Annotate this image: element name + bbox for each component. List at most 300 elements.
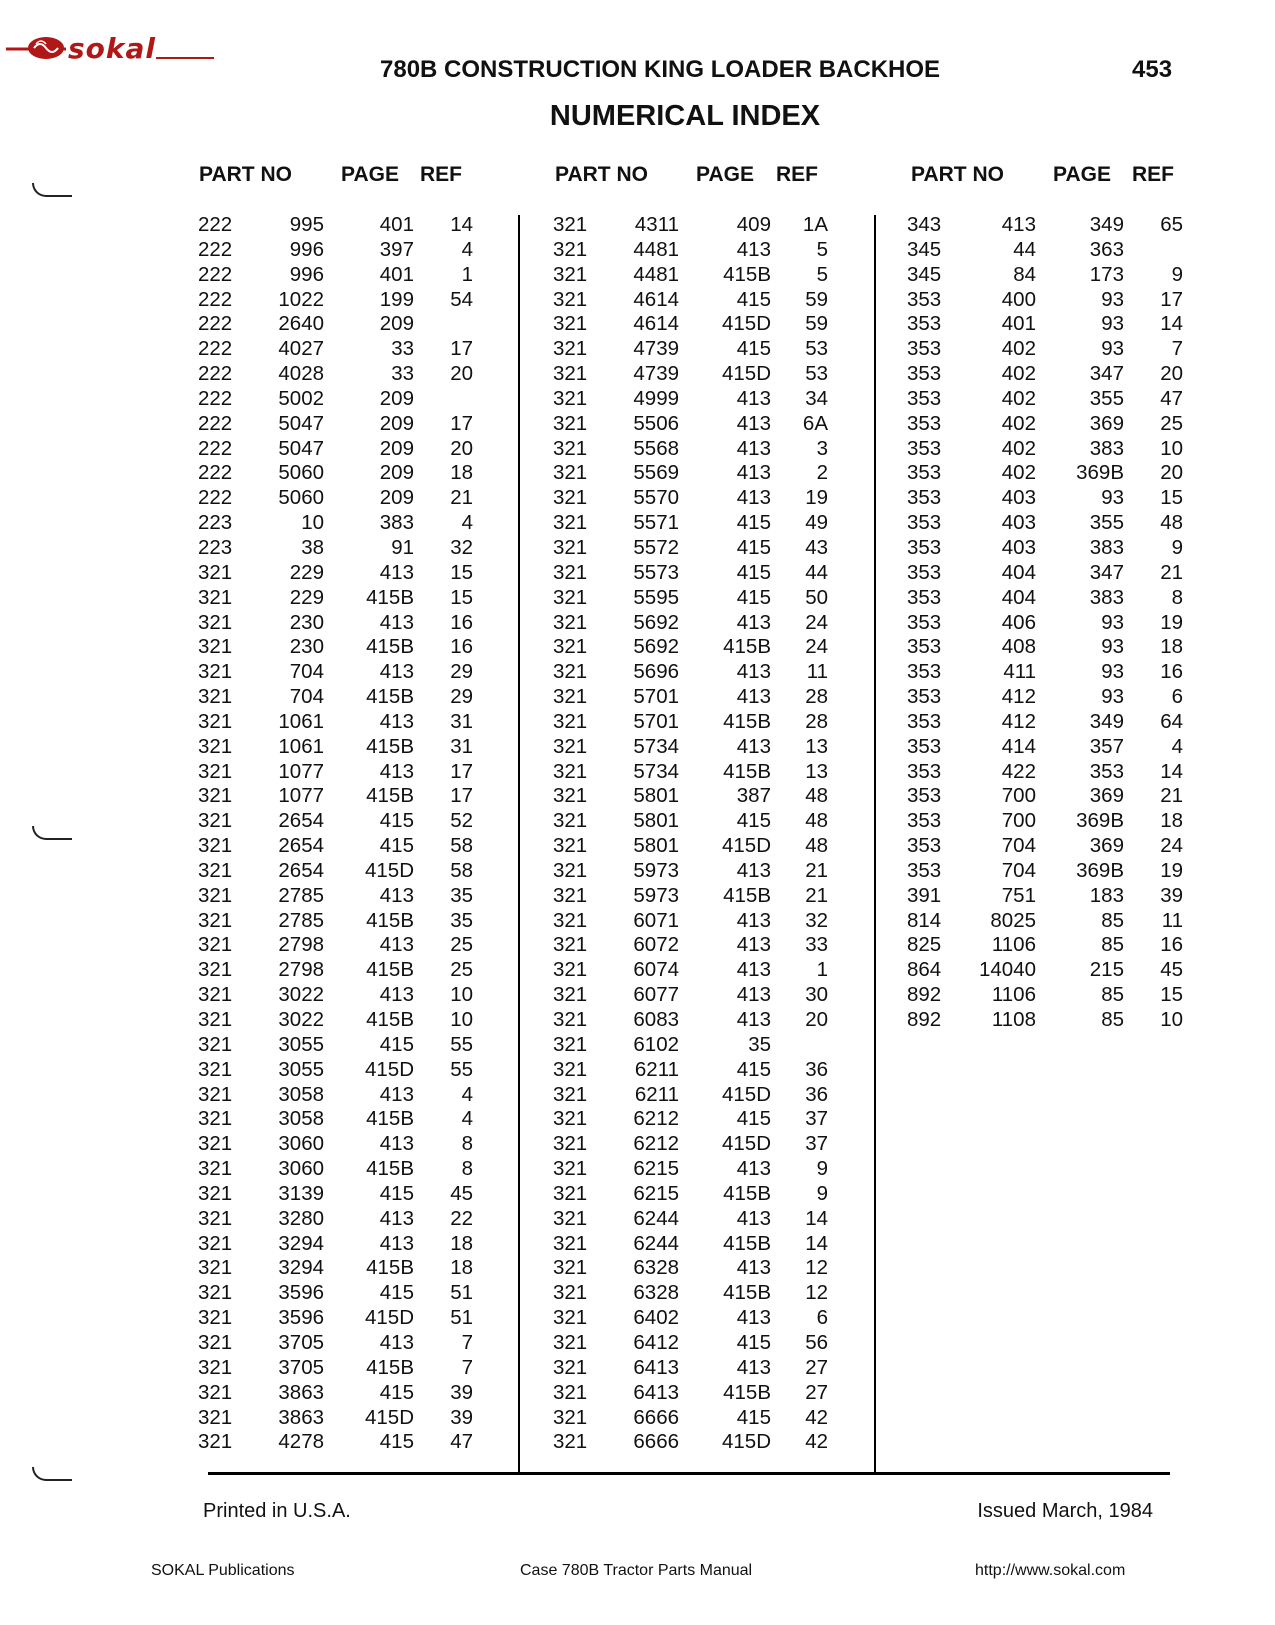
table-row bbox=[0, 1182, 1275, 1207]
index-page-cell: 413 bbox=[736, 858, 771, 882]
index-part-number-cell: 230 bbox=[289, 635, 324, 659]
index-part-number-cell: 5573 bbox=[633, 560, 679, 584]
index-part-number-cell: 411 bbox=[1003, 660, 1036, 684]
index-ref-cell: 39 bbox=[450, 1405, 473, 1429]
index-part-number-cell: 44 bbox=[1013, 237, 1036, 261]
issued-date: Issued March, 1984 bbox=[977, 1500, 1153, 1522]
index-ref-cell: 58 bbox=[450, 858, 473, 882]
table-row bbox=[0, 288, 1275, 313]
index-page-cell: 91 bbox=[391, 535, 414, 559]
index-page-cell: 93 bbox=[1101, 660, 1124, 684]
index-page-cell: 183 bbox=[1089, 883, 1124, 907]
index-page-cell: 209 bbox=[379, 461, 414, 485]
index-ref-cell: 37 bbox=[805, 1132, 828, 1156]
index-part-number-cell: 3022 bbox=[278, 983, 324, 1007]
index-page-cell: 413 bbox=[736, 237, 771, 261]
index-part-number-cell: 6072 bbox=[633, 933, 679, 957]
numerical-index-table bbox=[0, 213, 1275, 1455]
index-part-number-cell: 2640 bbox=[278, 312, 324, 336]
index-part-number-cell: 402 bbox=[1001, 362, 1036, 386]
index-ref-cell: 12 bbox=[805, 1281, 828, 1305]
index-prefix-cell: 321 bbox=[553, 436, 588, 460]
table-row bbox=[0, 561, 1275, 586]
index-ref-cell: 25 bbox=[450, 933, 473, 957]
index-ref-cell: 13 bbox=[805, 759, 828, 783]
index-ref-cell: 36 bbox=[805, 1057, 828, 1081]
index-prefix-cell: 321 bbox=[553, 1231, 588, 1255]
index-ref-cell: 58 bbox=[450, 834, 473, 858]
index-page-cell: 413 bbox=[379, 883, 414, 907]
index-page-cell: 215 bbox=[1089, 958, 1124, 982]
col2-ref-header: REF bbox=[776, 163, 818, 186]
index-page-cell: 347 bbox=[1089, 362, 1124, 386]
index-page-cell: 413 bbox=[736, 461, 771, 485]
index-part-number-cell: 6244 bbox=[633, 1206, 679, 1230]
index-page-cell: 413 bbox=[736, 386, 771, 410]
index-ref-cell: 7 bbox=[461, 1330, 473, 1354]
index-part-number-cell: 6215 bbox=[633, 1181, 679, 1205]
index-prefix-cell: 321 bbox=[198, 933, 233, 957]
index-page-cell: 415B bbox=[366, 685, 414, 709]
index-page-cell: 413 bbox=[736, 486, 771, 510]
index-prefix-cell: 391 bbox=[907, 883, 942, 907]
index-page-cell: 415D bbox=[721, 1430, 771, 1454]
index-part-number-cell: 5595 bbox=[633, 585, 679, 609]
index-part-number-cell: 5701 bbox=[633, 709, 679, 733]
index-prefix-cell: 321 bbox=[198, 585, 233, 609]
index-prefix-cell: 353 bbox=[907, 809, 942, 833]
index-ref-cell: 17 bbox=[450, 411, 473, 435]
index-part-number-cell: 6402 bbox=[633, 1306, 679, 1330]
index-page-cell: 415B bbox=[366, 1008, 414, 1031]
col3-ref-header: REF bbox=[1132, 163, 1174, 186]
index-prefix-cell: 321 bbox=[553, 933, 588, 957]
index-part-number-cell: 5568 bbox=[633, 436, 679, 460]
index-ref-cell: 42 bbox=[805, 1405, 828, 1429]
index-prefix-cell: 321 bbox=[553, 1057, 588, 1081]
index-prefix-cell: 343 bbox=[907, 213, 942, 236]
index-page-cell: 209 bbox=[379, 312, 414, 336]
index-part-number-cell: 6413 bbox=[633, 1380, 679, 1404]
index-prefix-cell: 321 bbox=[553, 237, 588, 261]
index-prefix-cell: 353 bbox=[907, 834, 942, 858]
index-prefix-cell: 321 bbox=[553, 1256, 588, 1280]
index-prefix-cell: 353 bbox=[907, 486, 942, 510]
index-ref-cell: 28 bbox=[805, 685, 828, 709]
index-prefix-cell: 222 bbox=[198, 213, 233, 236]
index-part-number-cell: 2798 bbox=[278, 958, 324, 982]
index-part-number-cell: 700 bbox=[1001, 784, 1036, 808]
index-ref-cell: 35 bbox=[450, 908, 473, 932]
table-row bbox=[0, 312, 1275, 337]
col3-part-no-header: PART NO bbox=[911, 163, 1004, 186]
index-part-number-cell: 412 bbox=[1001, 685, 1036, 709]
index-ref-cell: 2 bbox=[816, 461, 828, 485]
index-prefix-cell: 321 bbox=[198, 1157, 233, 1181]
index-ref-cell: 7 bbox=[1171, 337, 1183, 361]
index-prefix-cell: 814 bbox=[907, 908, 942, 932]
index-page-cell: 413 bbox=[736, 411, 771, 435]
index-page-cell: 413 bbox=[379, 1082, 414, 1106]
index-part-number-cell: 5701 bbox=[633, 685, 679, 709]
index-prefix-cell: 321 bbox=[198, 1355, 233, 1379]
index-page-cell: 415 bbox=[736, 1405, 771, 1429]
index-page-cell: 413 bbox=[736, 1355, 771, 1379]
index-ref-cell: 4 bbox=[461, 1107, 473, 1131]
col2-page-header: PAGE bbox=[696, 163, 754, 186]
index-prefix-cell: 321 bbox=[198, 1231, 233, 1255]
logo-underline bbox=[6, 30, 221, 70]
index-prefix-cell: 321 bbox=[553, 312, 588, 336]
index-ref-cell: 15 bbox=[450, 585, 473, 609]
index-part-number-cell: 401 bbox=[1001, 312, 1036, 336]
table-row bbox=[0, 1107, 1275, 1132]
index-ref-cell: 4 bbox=[461, 511, 473, 535]
index-ref-cell: 20 bbox=[805, 1008, 828, 1031]
index-part-number-cell: 2654 bbox=[278, 809, 324, 833]
index-part-number-cell: 5692 bbox=[633, 610, 679, 634]
index-part-number-cell: 6074 bbox=[633, 958, 679, 982]
index-ref-cell: 14 bbox=[450, 213, 473, 236]
index-page-cell: 209 bbox=[379, 486, 414, 510]
index-part-number-cell: 5506 bbox=[633, 411, 679, 435]
index-part-number-cell: 402 bbox=[1001, 461, 1036, 485]
index-prefix-cell: 321 bbox=[198, 983, 233, 1007]
index-prefix-cell: 222 bbox=[198, 312, 233, 336]
index-ref-cell: 13 bbox=[805, 734, 828, 758]
index-page-cell: 413 bbox=[379, 983, 414, 1007]
table-row bbox=[0, 1232, 1275, 1257]
index-ref-cell: 43 bbox=[805, 535, 828, 559]
table-row bbox=[0, 760, 1275, 785]
index-ref-cell: 19 bbox=[1160, 610, 1183, 634]
index-page-cell: 413 bbox=[379, 610, 414, 634]
col1-ref-header: REF bbox=[420, 163, 462, 186]
table-row bbox=[0, 1381, 1275, 1406]
index-page-cell: 93 bbox=[1101, 312, 1124, 336]
index-part-number-cell: 38 bbox=[301, 535, 324, 559]
index-ref-cell: 25 bbox=[450, 958, 473, 982]
index-page-cell: 415 bbox=[379, 1032, 414, 1056]
index-ref-cell: 15 bbox=[1160, 983, 1183, 1007]
index-part-number-cell: 4999 bbox=[633, 386, 679, 410]
index-page-cell: 413 bbox=[736, 1306, 771, 1330]
index-ref-cell: 1 bbox=[816, 958, 828, 982]
index-prefix-cell: 321 bbox=[553, 908, 588, 932]
index-prefix-cell: 321 bbox=[198, 1206, 233, 1230]
index-prefix-cell: 353 bbox=[907, 709, 942, 733]
index-prefix-cell: 321 bbox=[553, 1082, 588, 1106]
index-prefix-cell: 223 bbox=[198, 535, 233, 559]
index-prefix-cell: 321 bbox=[553, 262, 588, 286]
index-ref-cell: 31 bbox=[450, 734, 473, 758]
index-ref-cell: 14 bbox=[1160, 312, 1183, 336]
index-prefix-cell: 321 bbox=[198, 784, 233, 808]
index-page-cell: 415B bbox=[723, 1380, 771, 1404]
index-ref-cell: 22 bbox=[450, 1206, 473, 1230]
index-ref-cell: 14 bbox=[805, 1231, 828, 1255]
index-part-number-cell: 6212 bbox=[633, 1107, 679, 1131]
table-row bbox=[0, 809, 1275, 834]
index-prefix-cell: 892 bbox=[907, 1008, 942, 1031]
index-prefix-cell: 321 bbox=[553, 709, 588, 733]
index-ref-cell: 31 bbox=[450, 709, 473, 733]
index-page-cell: 415B bbox=[366, 585, 414, 609]
index-ref-cell: 19 bbox=[1160, 858, 1183, 882]
index-page-cell: 415B bbox=[366, 958, 414, 982]
index-ref-cell: 10 bbox=[1160, 1008, 1183, 1031]
index-prefix-cell: 321 bbox=[553, 386, 588, 410]
index-prefix-cell: 321 bbox=[198, 1306, 233, 1330]
index-page-cell: 369 bbox=[1089, 411, 1124, 435]
index-prefix-cell: 353 bbox=[907, 759, 942, 783]
index-page-cell: 415B bbox=[366, 635, 414, 659]
table-row bbox=[0, 387, 1275, 412]
index-prefix-cell: 321 bbox=[553, 1132, 588, 1156]
index-prefix-cell: 353 bbox=[907, 585, 942, 609]
table-row bbox=[0, 834, 1275, 859]
index-ref-cell: 20 bbox=[1160, 362, 1183, 386]
index-prefix-cell: 222 bbox=[198, 436, 233, 460]
index-ref-cell: 3 bbox=[816, 436, 828, 460]
index-part-number-cell: 704 bbox=[289, 685, 324, 709]
index-part-number-cell: 5569 bbox=[633, 461, 679, 485]
index-prefix-cell: 321 bbox=[553, 1206, 588, 1230]
table-row bbox=[0, 511, 1275, 536]
index-prefix-cell: 353 bbox=[907, 858, 942, 882]
index-part-number-cell: 3058 bbox=[278, 1082, 324, 1106]
index-prefix-cell: 321 bbox=[198, 560, 233, 584]
index-page-cell: 415 bbox=[736, 1057, 771, 1081]
table-row bbox=[0, 1430, 1275, 1455]
table-row bbox=[0, 1281, 1275, 1306]
index-page-cell: 413 bbox=[736, 958, 771, 982]
index-prefix-cell: 321 bbox=[198, 685, 233, 709]
index-prefix-cell: 222 bbox=[198, 337, 233, 361]
index-page-cell: 415 bbox=[736, 1330, 771, 1354]
index-part-number-cell: 6215 bbox=[633, 1157, 679, 1181]
index-part-number-cell: 996 bbox=[289, 237, 324, 261]
index-prefix-cell: 353 bbox=[907, 610, 942, 634]
index-part-number-cell: 6666 bbox=[633, 1430, 679, 1454]
index-ref-cell: 36 bbox=[805, 1082, 828, 1106]
index-page-cell: 363 bbox=[1089, 237, 1124, 261]
index-page-cell: 383 bbox=[1089, 585, 1124, 609]
index-part-number-cell: 2785 bbox=[278, 908, 324, 932]
index-ref-cell: 1A bbox=[802, 213, 828, 236]
table-row bbox=[0, 1058, 1275, 1083]
index-part-number-cell: 6211 bbox=[634, 1082, 679, 1106]
index-ref-cell: 48 bbox=[805, 809, 828, 833]
index-part-number-cell: 3280 bbox=[278, 1206, 324, 1230]
index-page-cell: 415B bbox=[723, 709, 771, 733]
index-page-cell: 355 bbox=[1089, 511, 1124, 535]
table-bottom-rule bbox=[208, 1472, 1170, 1475]
index-prefix-cell: 345 bbox=[907, 262, 942, 286]
index-page-cell: 413 bbox=[736, 1206, 771, 1230]
index-prefix-cell: 353 bbox=[907, 560, 942, 584]
index-ref-cell: 34 bbox=[805, 386, 828, 410]
index-prefix-cell: 321 bbox=[553, 1380, 588, 1404]
index-prefix-cell: 321 bbox=[198, 635, 233, 659]
index-page-cell: 415B bbox=[723, 262, 771, 286]
index-part-number-cell: 2654 bbox=[278, 834, 324, 858]
index-prefix-cell: 321 bbox=[553, 535, 588, 559]
index-ref-cell: 32 bbox=[805, 908, 828, 932]
index-prefix-cell: 353 bbox=[907, 411, 942, 435]
index-part-number-cell: 402 bbox=[1001, 436, 1036, 460]
index-page-cell: 415 bbox=[736, 535, 771, 559]
index-page-cell: 369B bbox=[1076, 809, 1124, 833]
index-ref-cell: 9 bbox=[1171, 262, 1183, 286]
index-prefix-cell: 223 bbox=[198, 511, 233, 535]
index-prefix-cell: 321 bbox=[553, 734, 588, 758]
index-part-number-cell: 6071 bbox=[633, 908, 679, 932]
index-part-number-cell: 6244 bbox=[633, 1231, 679, 1255]
index-ref-cell: 37 bbox=[805, 1107, 828, 1131]
manual-footer: Case 780B Tractor Parts Manual bbox=[520, 1562, 753, 1579]
index-ref-cell: 21 bbox=[1160, 560, 1183, 584]
table-row bbox=[0, 611, 1275, 636]
index-page-cell: 93 bbox=[1101, 685, 1124, 709]
index-part-number-cell: 412 bbox=[1001, 709, 1036, 733]
index-part-number-cell: 3863 bbox=[278, 1380, 324, 1404]
index-prefix-cell: 892 bbox=[907, 983, 942, 1007]
index-part-number-cell: 4481 bbox=[633, 237, 679, 261]
index-part-number-cell: 704 bbox=[1001, 834, 1036, 858]
index-prefix-cell: 321 bbox=[198, 1380, 233, 1404]
index-ref-cell: 42 bbox=[805, 1430, 828, 1454]
index-prefix-cell: 321 bbox=[198, 958, 233, 982]
index-page-cell: 415B bbox=[366, 908, 414, 932]
index-page-cell: 413 bbox=[379, 1132, 414, 1156]
index-ref-cell: 52 bbox=[450, 809, 473, 833]
index-prefix-cell: 222 bbox=[198, 362, 233, 386]
index-part-number-cell: 995 bbox=[289, 213, 324, 236]
table-row bbox=[0, 213, 1275, 238]
index-page-cell: 93 bbox=[1101, 486, 1124, 510]
index-page-cell: 415B bbox=[723, 1181, 771, 1205]
index-part-number-cell: 414 bbox=[1001, 734, 1036, 758]
index-page-cell: 415 bbox=[379, 834, 414, 858]
index-ref-cell: 39 bbox=[450, 1380, 473, 1404]
index-page-cell: 35 bbox=[748, 1032, 771, 1056]
index-page-cell: 415B bbox=[723, 883, 771, 907]
index-prefix-cell: 321 bbox=[553, 635, 588, 659]
index-prefix-cell: 321 bbox=[553, 1430, 588, 1454]
index-part-number-cell: 402 bbox=[1001, 386, 1036, 410]
index-part-number-cell: 4278 bbox=[278, 1430, 324, 1454]
index-page-cell: 413 bbox=[379, 660, 414, 684]
index-part-number-cell: 1108 bbox=[991, 1008, 1036, 1031]
index-ref-cell: 35 bbox=[450, 883, 473, 907]
binding-hole-mark bbox=[32, 1467, 72, 1481]
index-ref-cell: 64 bbox=[1160, 709, 1183, 733]
index-part-number-cell: 6412 bbox=[633, 1330, 679, 1354]
index-prefix-cell: 321 bbox=[198, 1082, 233, 1106]
index-ref-cell: 56 bbox=[805, 1330, 828, 1354]
index-part-number-cell: 5060 bbox=[278, 486, 324, 510]
index-part-number-cell: 1106 bbox=[991, 933, 1036, 957]
index-page-cell: 415 bbox=[736, 287, 771, 311]
index-part-number-cell: 1061 bbox=[278, 709, 324, 733]
index-page-cell: 387 bbox=[736, 784, 771, 808]
index-part-number-cell: 4027 bbox=[278, 337, 324, 361]
index-ref-cell: 14 bbox=[805, 1206, 828, 1230]
index-page-cell: 415D bbox=[721, 834, 771, 858]
index-part-number-cell: 5734 bbox=[633, 759, 679, 783]
index-ref-cell: 15 bbox=[1160, 486, 1183, 510]
index-ref-cell: 5 bbox=[816, 262, 828, 286]
index-prefix-cell: 321 bbox=[553, 958, 588, 982]
index-ref-cell: 16 bbox=[450, 610, 473, 634]
index-page-cell: 401 bbox=[379, 213, 414, 236]
index-page-cell: 413 bbox=[736, 660, 771, 684]
index-ref-cell: 28 bbox=[805, 709, 828, 733]
index-prefix-cell: 321 bbox=[198, 1057, 233, 1081]
index-page-cell: 413 bbox=[736, 734, 771, 758]
index-ref-cell: 18 bbox=[450, 1231, 473, 1255]
index-page-cell: 413 bbox=[379, 933, 414, 957]
index-ref-cell: 5 bbox=[816, 237, 828, 261]
index-part-number-cell: 8025 bbox=[990, 908, 1036, 932]
index-ref-cell: 1 bbox=[461, 262, 473, 286]
index-part-number-cell: 6666 bbox=[633, 1405, 679, 1429]
index-part-number-cell: 3058 bbox=[278, 1107, 324, 1131]
index-ref-cell: 15 bbox=[450, 560, 473, 584]
index-ref-cell: 11 bbox=[806, 660, 828, 684]
index-prefix-cell: 321 bbox=[198, 1181, 233, 1205]
index-ref-cell: 17 bbox=[1160, 287, 1183, 311]
index-part-number-cell: 1022 bbox=[278, 287, 324, 311]
index-ref-cell: 8 bbox=[461, 1157, 473, 1181]
table-row bbox=[0, 884, 1275, 909]
table-row bbox=[0, 1207, 1275, 1232]
index-page-cell: 415 bbox=[736, 1107, 771, 1131]
index-ref-cell: 18 bbox=[1160, 635, 1183, 659]
index-prefix-cell: 321 bbox=[553, 1157, 588, 1181]
index-prefix-cell: 321 bbox=[553, 1330, 588, 1354]
table-row bbox=[0, 1356, 1275, 1381]
col2-part-no-header: PART NO bbox=[555, 163, 648, 186]
index-prefix-cell: 321 bbox=[553, 660, 588, 684]
index-page-cell: 413 bbox=[379, 759, 414, 783]
index-ref-cell: 29 bbox=[450, 660, 473, 684]
index-subtitle: NUMERICAL INDEX bbox=[549, 100, 821, 132]
index-ref-cell: 9 bbox=[816, 1157, 828, 1181]
index-part-number-cell: 5692 bbox=[633, 635, 679, 659]
index-prefix-cell: 825 bbox=[907, 933, 942, 957]
index-ref-cell: 9 bbox=[816, 1181, 828, 1205]
index-ref-cell: 24 bbox=[805, 635, 828, 659]
table-row bbox=[0, 586, 1275, 611]
index-prefix-cell: 321 bbox=[198, 858, 233, 882]
index-page-cell: 413 bbox=[736, 610, 771, 634]
index-ref-cell: 51 bbox=[450, 1281, 473, 1305]
index-ref-cell: 48 bbox=[1160, 511, 1183, 535]
index-prefix-cell: 353 bbox=[907, 287, 942, 311]
index-ref-cell: 4 bbox=[461, 1082, 473, 1106]
index-page-cell: 85 bbox=[1101, 908, 1124, 932]
index-part-number-cell: 5801 bbox=[633, 809, 679, 833]
index-prefix-cell: 345 bbox=[907, 237, 942, 261]
index-page-cell: 369B bbox=[1076, 858, 1124, 882]
index-ref-cell: 8 bbox=[1171, 585, 1183, 609]
index-part-number-cell: 14040 bbox=[978, 958, 1036, 982]
index-page-cell: 415B bbox=[723, 1231, 771, 1255]
index-ref-cell: 24 bbox=[805, 610, 828, 634]
index-prefix-cell: 321 bbox=[553, 1107, 588, 1131]
